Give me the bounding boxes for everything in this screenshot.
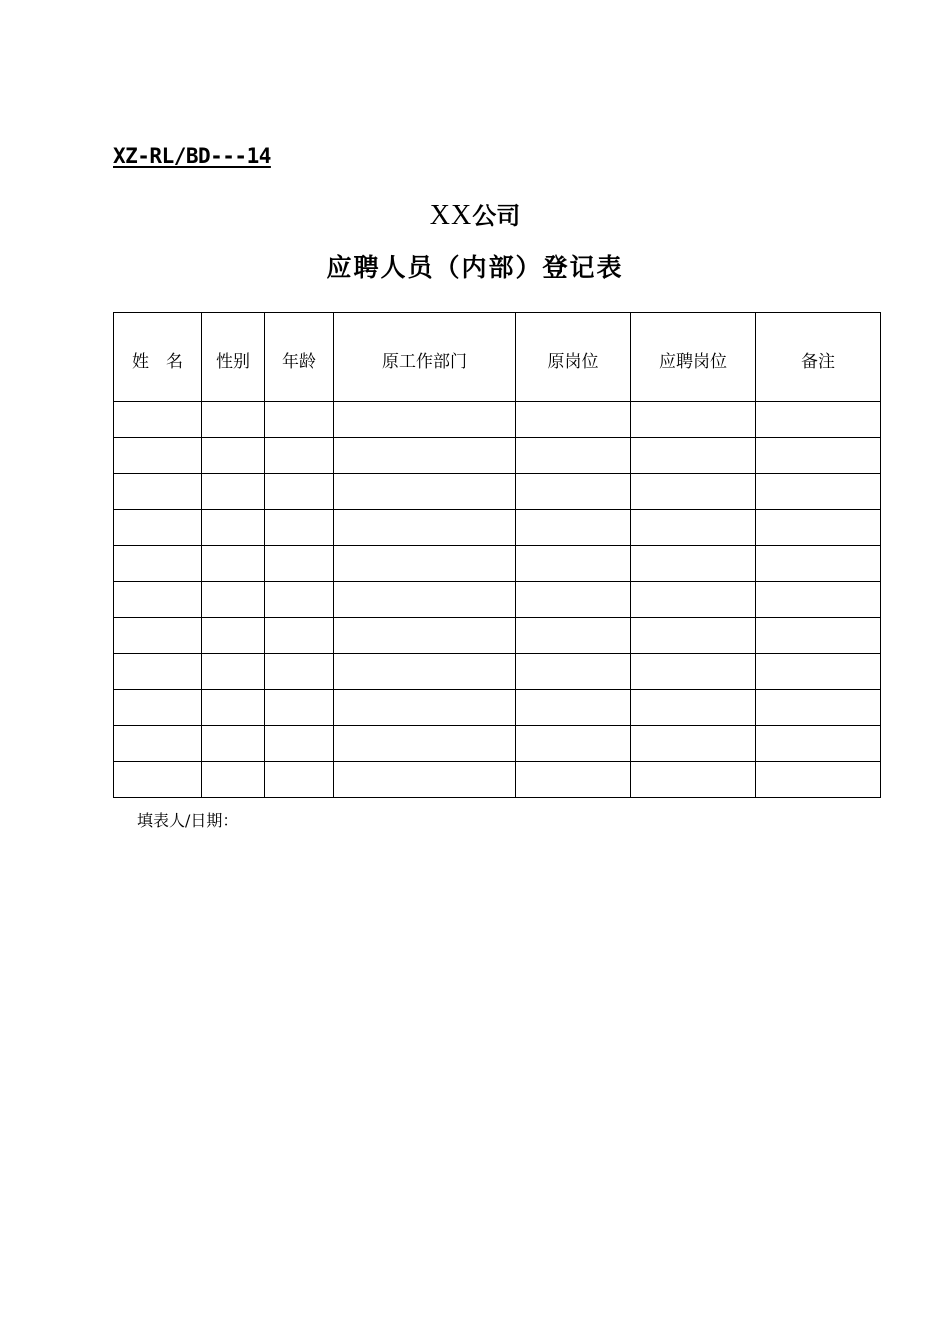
- table-cell[interactable]: [516, 474, 631, 510]
- table-cell[interactable]: [631, 474, 756, 510]
- table-cell[interactable]: [114, 510, 202, 546]
- table-cell[interactable]: [114, 546, 202, 582]
- table-cell[interactable]: [516, 762, 631, 798]
- form-title: 应聘人员（内部）登记表: [326, 253, 624, 282]
- table-cell[interactable]: [265, 474, 334, 510]
- table-cell[interactable]: [631, 654, 756, 690]
- table-cell[interactable]: [516, 618, 631, 654]
- table-cell[interactable]: [756, 762, 881, 798]
- document-code: XZ-RL/BD---14: [113, 144, 271, 168]
- table-cell[interactable]: [202, 582, 265, 618]
- table-cell[interactable]: [265, 438, 334, 474]
- table-cell[interactable]: [756, 438, 881, 474]
- table-cell[interactable]: [516, 402, 631, 438]
- table-cell[interactable]: [114, 690, 202, 726]
- column-header-applied-position: 应聘岗位: [631, 313, 756, 402]
- table-body: [114, 402, 881, 798]
- table-row: [114, 726, 881, 762]
- table-cell[interactable]: [631, 762, 756, 798]
- table-cell[interactable]: [756, 474, 881, 510]
- table-cell[interactable]: [516, 510, 631, 546]
- company-name: 公司: [472, 202, 521, 230]
- table-cell[interactable]: [114, 474, 202, 510]
- table-cell[interactable]: [114, 618, 202, 654]
- table-cell[interactable]: [334, 474, 516, 510]
- table-cell[interactable]: [265, 510, 334, 546]
- table-cell[interactable]: [631, 726, 756, 762]
- column-header-remarks: 备注: [756, 313, 881, 402]
- table-cell[interactable]: [265, 690, 334, 726]
- table-cell[interactable]: [631, 582, 756, 618]
- table-row: [114, 762, 881, 798]
- company-title: [0, 196, 950, 232]
- table-cell[interactable]: [265, 402, 334, 438]
- table-cell[interactable]: [202, 438, 265, 474]
- table-cell[interactable]: [265, 582, 334, 618]
- table-cell[interactable]: [631, 690, 756, 726]
- table-cell[interactable]: [202, 546, 265, 582]
- table-cell[interactable]: [202, 402, 265, 438]
- table-cell[interactable]: [334, 726, 516, 762]
- table-cell[interactable]: [631, 510, 756, 546]
- table-cell[interactable]: [756, 402, 881, 438]
- table-row: [114, 546, 881, 582]
- table-cell[interactable]: [756, 726, 881, 762]
- table-row: [114, 654, 881, 690]
- column-header-age: 年龄: [265, 313, 334, 402]
- table-cell[interactable]: [334, 762, 516, 798]
- table-cell[interactable]: [114, 654, 202, 690]
- column-header-previous-department: 原工作部门: [334, 313, 516, 402]
- table-row: [114, 582, 881, 618]
- table-cell[interactable]: [516, 546, 631, 582]
- table-cell[interactable]: [631, 546, 756, 582]
- table-cell[interactable]: [334, 618, 516, 654]
- table-cell[interactable]: [114, 582, 202, 618]
- table-cell[interactable]: [202, 654, 265, 690]
- table-cell[interactable]: [516, 654, 631, 690]
- table-header-row: [114, 313, 881, 402]
- table-cell[interactable]: [202, 762, 265, 798]
- table-cell[interactable]: [516, 582, 631, 618]
- table-cell[interactable]: [202, 510, 265, 546]
- table-row: [114, 402, 881, 438]
- table-cell[interactable]: [516, 726, 631, 762]
- column-header-previous-position: 原岗位: [516, 313, 631, 402]
- table-cell[interactable]: [202, 618, 265, 654]
- table-cell[interactable]: [265, 654, 334, 690]
- table-cell[interactable]: [265, 546, 334, 582]
- table-cell[interactable]: [265, 762, 334, 798]
- table-cell[interactable]: [334, 582, 516, 618]
- table-row: [114, 438, 881, 474]
- table-cell[interactable]: [756, 690, 881, 726]
- table-cell[interactable]: [265, 726, 334, 762]
- filler-date-label: 填表人/日期：: [137, 811, 239, 830]
- column-header-name: 姓 名: [114, 313, 202, 402]
- table-cell[interactable]: [114, 438, 202, 474]
- table-cell[interactable]: [756, 654, 881, 690]
- table-cell[interactable]: [756, 618, 881, 654]
- table-cell[interactable]: [114, 762, 202, 798]
- table-row: [114, 618, 881, 654]
- table-cell[interactable]: [202, 474, 265, 510]
- table-cell[interactable]: [334, 546, 516, 582]
- table-cell[interactable]: [265, 618, 334, 654]
- table-row: [114, 510, 881, 546]
- company-prefix: XX: [429, 200, 473, 231]
- table-cell[interactable]: [202, 726, 265, 762]
- table-cell[interactable]: [334, 690, 516, 726]
- table-cell[interactable]: [756, 510, 881, 546]
- table-cell[interactable]: [516, 438, 631, 474]
- table-cell[interactable]: [631, 618, 756, 654]
- table-cell[interactable]: [114, 726, 202, 762]
- table-cell[interactable]: [334, 510, 516, 546]
- table-cell[interactable]: [202, 690, 265, 726]
- table-cell[interactable]: [334, 654, 516, 690]
- table-cell[interactable]: [334, 438, 516, 474]
- table-cell[interactable]: [114, 402, 202, 438]
- table-row: [114, 690, 881, 726]
- table-row: [114, 474, 881, 510]
- table-cell[interactable]: [756, 546, 881, 582]
- table-cell[interactable]: [631, 438, 756, 474]
- table-cell[interactable]: [756, 582, 881, 618]
- table-cell[interactable]: [334, 402, 516, 438]
- table-cell[interactable]: [631, 402, 756, 438]
- column-header-gender: 性别: [202, 313, 265, 402]
- registration-table: [113, 312, 881, 798]
- table-cell[interactable]: [516, 690, 631, 726]
